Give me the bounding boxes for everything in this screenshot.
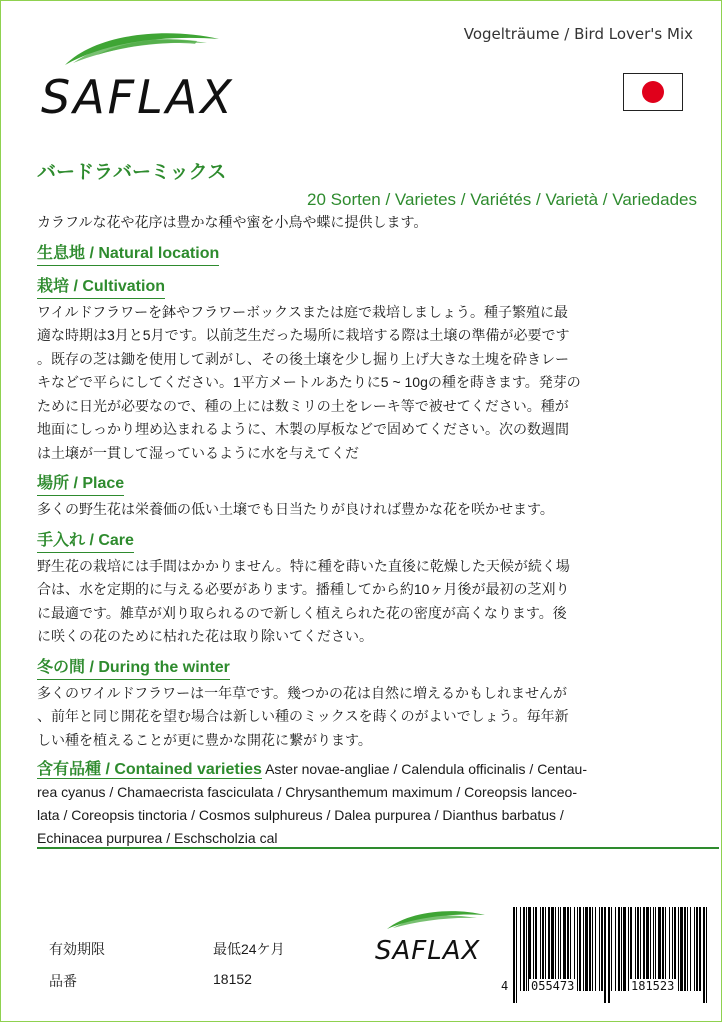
care-line: 合は、水を定期的に与える必要があります。播種してから約10ヶ月後が最初の芝刈り: [37, 581, 570, 597]
barcode-bar: [706, 907, 707, 1003]
section-heading-winter: 冬の間 / During the winter: [37, 657, 230, 680]
expiry-label: 有効期限: [49, 941, 105, 957]
info-table: [49, 939, 309, 1003]
product-name: Vogelträume / Bird Lover's Mix: [463, 25, 693, 43]
varieties-line: rea cyanus / Chamaecrista fasciculata / Chrysanthemum maximum / Coreopsis lanceo-: [37, 784, 577, 800]
winter-line: 、前年と同じ開花を望む場合は新しい種のミックスを蒔くのがよいでしょう。毎年新: [37, 708, 569, 724]
barcode-bar: [694, 907, 695, 991]
section-care: [37, 522, 697, 649]
title-japanese: バードラバーミックス: [37, 162, 227, 183]
barcode-bar: [621, 907, 622, 991]
barcode-bar: [592, 907, 593, 991]
cultivation-line: ワイルドフラワーを鉢やフラワーボックスまたは庭で栽培しましょう。種子繁殖に最: [37, 303, 569, 320]
item-number-label: 品番: [49, 973, 77, 989]
varieties-line: lata / Coreopsis tinctoria / Cosmos sulphureus / Dalea purpurea / Dianthus barbatus /: [37, 807, 564, 823]
barcode-bar: [690, 907, 691, 991]
flag-sun: [642, 81, 664, 103]
section-winter: [37, 649, 697, 753]
saflax-logo-small: [373, 907, 491, 969]
barcode-bar: [520, 907, 521, 991]
info-row-item-number: [49, 971, 309, 1003]
saflax-logo-text: SAFLAX: [41, 70, 235, 124]
care-line: に咲くの花のために枯れた花は取り除いてください。: [37, 628, 373, 644]
section-divider: [37, 847, 719, 849]
main-content: [37, 161, 697, 850]
barcode-bar: [589, 907, 591, 991]
barcode-bar: [585, 907, 588, 991]
cultivation-line: 適な時期は3月と5月です。以前芝生だった場所に栽培する際は土壌の準備が必要です: [37, 327, 570, 343]
barcode-bar: [513, 907, 515, 1003]
barcode-bar: [608, 907, 610, 1003]
barcode-bar: [699, 907, 701, 991]
section-place: [37, 465, 697, 522]
winter-line: 多くのワイルドフラワーは一年草です。幾つかの花は自然に増えるかもしれませんが: [37, 684, 568, 701]
section-heading-care: 手入れ / Care: [37, 530, 134, 553]
cultivation-line: 。既存の芝は鋤を使用して剥がし、その後土壌を少し掘り上げ大きな土塊を砕きレー: [37, 350, 569, 367]
varieties-count: 20 Sorten / Varietes / Variétés / Varietà / Variedades: [307, 190, 697, 209]
barcode-bar: [599, 907, 600, 991]
winter-line: しい種を植えることが更に豊かな開花に繋がります。: [37, 731, 372, 748]
barcode-digit-first: 4: [501, 979, 509, 993]
barcode: [503, 907, 715, 1017]
barcode-bar: [526, 907, 527, 991]
barcode-bar: [601, 907, 603, 991]
barcode-bar: [595, 907, 596, 991]
place-line: 多くの野生花は栄養価の低い土壌でも日当たりが良ければ豊かな花を咲かせます。: [37, 501, 554, 517]
barcode-bar: [516, 907, 517, 1003]
barcode-bar: [523, 907, 525, 991]
saflax-logo: [37, 25, 237, 125]
barcode-bar: [687, 907, 688, 991]
expiry-value: 最低24ケ月: [213, 941, 285, 957]
intro-text: カラフルな花や花序は豊かな種や蜜を小鳥や蝶に提供します。: [37, 214, 428, 230]
info-row-expiry: [49, 939, 309, 971]
barcode-bar: [696, 907, 698, 991]
barcode-bar: [618, 907, 620, 991]
section-heading-place: 場所 / Place: [37, 473, 124, 496]
care-line: に最適です。雑草が刈り取られるので新しく植えられた花の密度が高くなります。後: [37, 604, 567, 621]
section-heading-cultivation: 栽培 / Cultivation: [37, 276, 165, 299]
japan-flag-icon: [623, 73, 683, 111]
cultivation-line: 地面にしっかり埋め込まれるように、木製の厚板などで固めてください。次の数週間: [37, 421, 569, 437]
varieties-line: Aster novae-angliae / Calendula officinalis / Centau-: [261, 761, 588, 777]
barcode-bar: [583, 907, 584, 991]
barcode-bar: [611, 907, 612, 991]
barcode-bar: [703, 907, 705, 1003]
barcode-bar: [579, 907, 581, 991]
barcode-digits-left: 055473: [531, 979, 575, 993]
barcode-bar: [615, 907, 616, 991]
cultivation-line: キなどで平らにしてください。1平方メートルあたりに5 ~ 10gの種を蒔きます。発芽の: [37, 374, 581, 390]
barcode-bar: [678, 907, 679, 991]
saflax-logo-small-text: SAFLAX: [375, 936, 481, 966]
barcode-bar: [577, 907, 578, 991]
barcode-digits-right: 181523: [631, 979, 675, 993]
barcode-bar: [623, 907, 626, 991]
barcode-bar: [680, 907, 683, 991]
varieties-line: Echinacea purpurea / Eschscholzia cal: [37, 830, 278, 846]
barcode-bar: [684, 907, 686, 991]
barcode-bar: [604, 907, 606, 1003]
item-number-value: 18152: [213, 971, 252, 987]
section-cultivation: [37, 268, 697, 466]
section-varieties: [37, 758, 697, 850]
care-line: 野生花の栽培には手間はかかりません。特に種を蒔いた直後に乾燥した天候が続く場: [37, 557, 570, 574]
cultivation-line: ために日光が必要なので、種の上には数ミリの土をレーキ等で被せてください。種が: [37, 397, 569, 414]
cultivation-line: は土壌が一貫して湿っているように水を与えてくだ: [37, 444, 359, 461]
section-heading-varieties: 含有品種 / Contained varieties: [37, 761, 262, 778]
section-heading-natural-location: 生息地 / Natural location: [37, 243, 219, 266]
